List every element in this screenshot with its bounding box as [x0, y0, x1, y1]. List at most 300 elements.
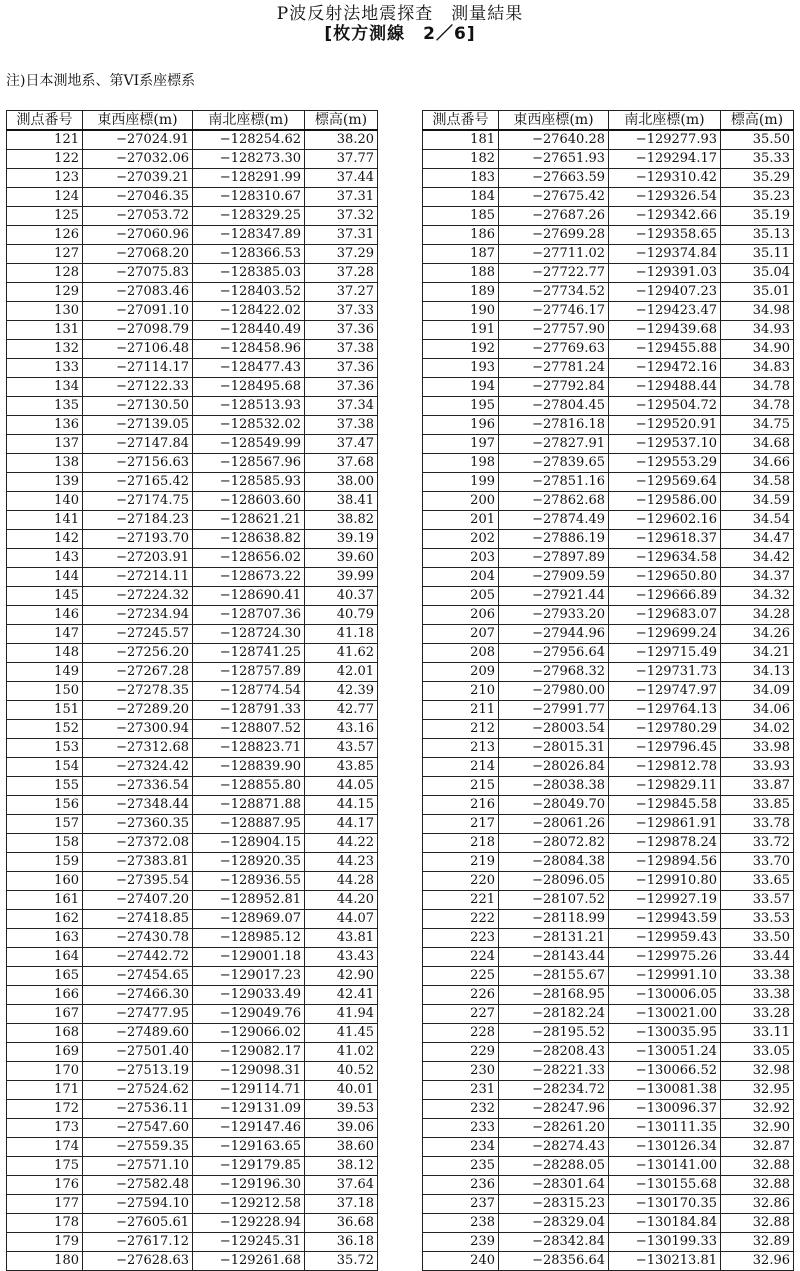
table-row — [423, 397, 794, 416]
elevation-cell: 32.87 — [721, 1138, 794, 1157]
point-number-cell: 229 — [423, 1043, 499, 1062]
east-west-cell: −27617.12 — [83, 1233, 193, 1252]
elevation-cell: 33.11 — [721, 1024, 794, 1043]
north-south-cell: −128887.95 — [193, 815, 305, 834]
north-south-cell: −129553.29 — [609, 454, 721, 473]
elevation-cell: 44.28 — [305, 872, 378, 891]
east-west-cell: −27165.42 — [83, 473, 193, 492]
point-number-cell: 202 — [423, 530, 499, 549]
east-west-cell: −27862.68 — [499, 492, 609, 511]
table-row — [7, 321, 378, 340]
table-row — [7, 910, 378, 929]
point-number-cell: 140 — [7, 492, 83, 511]
point-number-cell: 203 — [423, 549, 499, 568]
elevation-cell: 34.06 — [721, 701, 794, 720]
elevation-cell: 37.36 — [305, 378, 378, 397]
table-row — [7, 682, 378, 701]
east-west-cell: −27839.65 — [499, 454, 609, 473]
east-west-cell: −28015.31 — [499, 739, 609, 758]
table-row — [7, 492, 378, 511]
east-west-cell: −28155.67 — [499, 967, 609, 986]
north-south-cell: −128904.15 — [193, 834, 305, 853]
north-south-cell: −130170.35 — [609, 1195, 721, 1214]
point-number-cell: 184 — [423, 188, 499, 207]
point-number-cell: 182 — [423, 150, 499, 169]
table-row — [423, 625, 794, 644]
elevation-cell: 34.98 — [721, 302, 794, 321]
table-row — [7, 815, 378, 834]
point-number-cell: 125 — [7, 207, 83, 226]
east-west-cell: −28356.64 — [499, 1252, 609, 1271]
elevation-cell: 35.23 — [721, 188, 794, 207]
north-south-cell: −130155.68 — [609, 1176, 721, 1195]
table-row — [423, 1043, 794, 1062]
table-row — [7, 416, 378, 435]
point-number-cell: 187 — [423, 245, 499, 264]
table-row — [423, 1100, 794, 1119]
north-south-cell: −128403.52 — [193, 283, 305, 302]
table-row — [423, 226, 794, 245]
north-south-cell: −129472.16 — [609, 359, 721, 378]
table-row — [423, 169, 794, 188]
east-west-cell: −27360.35 — [83, 815, 193, 834]
east-west-cell: −27559.35 — [83, 1138, 193, 1157]
header-east-west: 東西座標(m) — [83, 111, 193, 131]
north-south-cell: −130066.52 — [609, 1062, 721, 1081]
point-number-cell: 171 — [7, 1081, 83, 1100]
table-row — [423, 130, 794, 150]
north-south-cell: −128458.96 — [193, 340, 305, 359]
north-south-cell: −129537.10 — [609, 435, 721, 454]
elevation-cell: 37.33 — [305, 302, 378, 321]
survey-table-right-body — [423, 130, 794, 1271]
elevation-cell: 44.07 — [305, 910, 378, 929]
point-number-cell: 146 — [7, 606, 83, 625]
east-west-cell: −28118.99 — [499, 910, 609, 929]
elevation-cell: 34.37 — [721, 568, 794, 587]
elevation-cell: 43.16 — [305, 720, 378, 739]
elevation-cell: 38.20 — [305, 130, 378, 150]
point-number-cell: 138 — [7, 454, 83, 473]
point-number-cell: 216 — [423, 796, 499, 815]
elevation-cell: 39.53 — [305, 1100, 378, 1119]
point-number-cell: 224 — [423, 948, 499, 967]
table-row — [423, 1195, 794, 1214]
elevation-cell: 35.19 — [721, 207, 794, 226]
table-row — [423, 549, 794, 568]
elevation-cell: 33.50 — [721, 929, 794, 948]
point-number-cell: 211 — [423, 701, 499, 720]
table-row — [423, 834, 794, 853]
elevation-cell: 39.06 — [305, 1119, 378, 1138]
east-west-cell: −27075.83 — [83, 264, 193, 283]
elevation-cell: 44.05 — [305, 777, 378, 796]
point-number-cell: 160 — [7, 872, 83, 891]
point-number-cell: 192 — [423, 340, 499, 359]
table-row — [7, 359, 378, 378]
north-south-cell: −128985.12 — [193, 929, 305, 948]
table-row — [7, 587, 378, 606]
east-west-cell: −27147.84 — [83, 435, 193, 454]
north-south-cell: −129520.91 — [609, 416, 721, 435]
east-west-cell: −28168.95 — [499, 986, 609, 1005]
point-number-cell: 162 — [7, 910, 83, 929]
elevation-cell: 34.90 — [721, 340, 794, 359]
east-west-cell: −27122.33 — [83, 378, 193, 397]
table-row — [7, 1081, 378, 1100]
east-west-cell: −27083.46 — [83, 283, 193, 302]
east-west-cell: −27060.96 — [83, 226, 193, 245]
table-row — [423, 321, 794, 340]
point-number-cell: 191 — [423, 321, 499, 340]
north-south-cell: −129049.76 — [193, 1005, 305, 1024]
north-south-cell: −129699.24 — [609, 625, 721, 644]
north-south-cell: −130199.33 — [609, 1233, 721, 1252]
elevation-cell: 36.18 — [305, 1233, 378, 1252]
elevation-cell: 34.68 — [721, 435, 794, 454]
east-west-cell: −28026.84 — [499, 758, 609, 777]
table-row — [423, 967, 794, 986]
east-west-cell: −27933.20 — [499, 606, 609, 625]
point-number-cell: 181 — [423, 130, 499, 150]
north-south-cell: −129894.56 — [609, 853, 721, 872]
north-south-cell: −128567.96 — [193, 454, 305, 473]
header-point-number: 測点番号 — [7, 111, 83, 131]
elevation-cell: 33.70 — [721, 853, 794, 872]
table-row — [423, 587, 794, 606]
north-south-cell: −129082.17 — [193, 1043, 305, 1062]
point-number-cell: 234 — [423, 1138, 499, 1157]
north-south-cell: −129618.37 — [609, 530, 721, 549]
elevation-cell: 42.90 — [305, 967, 378, 986]
north-south-cell: −128839.90 — [193, 758, 305, 777]
table-row — [423, 948, 794, 967]
point-number-cell: 190 — [423, 302, 499, 321]
table-row — [7, 150, 378, 169]
north-south-cell: −129845.58 — [609, 796, 721, 815]
point-number-cell: 219 — [423, 853, 499, 872]
table-row — [423, 1119, 794, 1138]
north-south-cell: −129114.71 — [193, 1081, 305, 1100]
elevation-cell: 35.29 — [721, 169, 794, 188]
elevation-cell: 37.34 — [305, 397, 378, 416]
elevation-cell: 33.44 — [721, 948, 794, 967]
point-number-cell: 174 — [7, 1138, 83, 1157]
north-south-cell: −128329.25 — [193, 207, 305, 226]
table-row — [7, 891, 378, 910]
north-south-cell: −129455.88 — [609, 340, 721, 359]
table-row — [423, 1233, 794, 1252]
north-south-cell: −128385.03 — [193, 264, 305, 283]
elevation-cell: 43.81 — [305, 929, 378, 948]
north-south-cell: −130111.35 — [609, 1119, 721, 1138]
north-south-cell: −129747.97 — [609, 682, 721, 701]
north-south-cell: −129179.85 — [193, 1157, 305, 1176]
east-west-cell: −27711.02 — [499, 245, 609, 264]
table-row — [423, 986, 794, 1005]
east-west-cell: −27980.00 — [499, 682, 609, 701]
point-number-cell: 126 — [7, 226, 83, 245]
point-number-cell: 210 — [423, 682, 499, 701]
elevation-cell: 35.01 — [721, 283, 794, 302]
table-row — [423, 891, 794, 910]
elevation-cell: 44.22 — [305, 834, 378, 853]
table-row — [423, 359, 794, 378]
point-number-cell: 156 — [7, 796, 83, 815]
east-west-cell: −28342.84 — [499, 1233, 609, 1252]
point-number-cell: 209 — [423, 663, 499, 682]
table-row — [7, 568, 378, 587]
north-south-cell: −128936.55 — [193, 872, 305, 891]
table-row — [7, 1157, 378, 1176]
elevation-cell: 33.38 — [721, 986, 794, 1005]
elevation-cell: 33.72 — [721, 834, 794, 853]
elevation-cell: 37.77 — [305, 150, 378, 169]
east-west-cell: −27430.78 — [83, 929, 193, 948]
east-west-cell: −28131.21 — [499, 929, 609, 948]
elevation-cell: 43.43 — [305, 948, 378, 967]
point-number-cell: 128 — [7, 264, 83, 283]
east-west-cell: −28315.23 — [499, 1195, 609, 1214]
north-south-cell: −128291.99 — [193, 169, 305, 188]
north-south-cell: −129131.09 — [193, 1100, 305, 1119]
east-west-cell: −27234.94 — [83, 606, 193, 625]
east-west-cell: −27675.42 — [499, 188, 609, 207]
point-number-cell: 204 — [423, 568, 499, 587]
elevation-cell: 38.82 — [305, 511, 378, 530]
east-west-cell: −27734.52 — [499, 283, 609, 302]
north-south-cell: −129358.65 — [609, 226, 721, 245]
table-row — [7, 967, 378, 986]
elevation-cell: 33.57 — [721, 891, 794, 910]
elevation-cell: 33.93 — [721, 758, 794, 777]
point-number-cell: 132 — [7, 340, 83, 359]
point-number-cell: 186 — [423, 226, 499, 245]
point-number-cell: 143 — [7, 549, 83, 568]
table-row — [423, 701, 794, 720]
table-row — [423, 1005, 794, 1024]
east-west-cell: −27968.32 — [499, 663, 609, 682]
point-number-cell: 148 — [7, 644, 83, 663]
east-west-cell: −27513.19 — [83, 1062, 193, 1081]
elevation-cell: 44.17 — [305, 815, 378, 834]
table-row — [423, 796, 794, 815]
table-row — [423, 872, 794, 891]
point-number-cell: 133 — [7, 359, 83, 378]
north-south-cell: −129829.11 — [609, 777, 721, 796]
north-south-cell: −128310.67 — [193, 188, 305, 207]
north-south-cell: −128585.93 — [193, 473, 305, 492]
north-south-cell: −128871.88 — [193, 796, 305, 815]
elevation-cell: 37.64 — [305, 1176, 378, 1195]
table-row — [423, 416, 794, 435]
point-number-cell: 215 — [423, 777, 499, 796]
north-south-cell: −128707.36 — [193, 606, 305, 625]
north-south-cell: −130035.95 — [609, 1024, 721, 1043]
table-row — [7, 663, 378, 682]
table-row — [423, 1081, 794, 1100]
north-south-cell: −128673.22 — [193, 568, 305, 587]
point-number-cell: 217 — [423, 815, 499, 834]
north-south-cell: −129569.64 — [609, 473, 721, 492]
point-number-cell: 169 — [7, 1043, 83, 1062]
point-number-cell: 130 — [7, 302, 83, 321]
north-south-cell: −128549.99 — [193, 435, 305, 454]
north-south-cell: −128823.71 — [193, 739, 305, 758]
table-row — [423, 1157, 794, 1176]
table-row — [7, 302, 378, 321]
table-row — [7, 169, 378, 188]
north-south-cell: −129147.46 — [193, 1119, 305, 1138]
point-number-cell: 183 — [423, 169, 499, 188]
table-row — [423, 1176, 794, 1195]
table-row — [423, 1062, 794, 1081]
elevation-cell: 41.45 — [305, 1024, 378, 1043]
elevation-cell: 41.02 — [305, 1043, 378, 1062]
table-row — [7, 606, 378, 625]
table-row — [7, 397, 378, 416]
point-number-cell: 131 — [7, 321, 83, 340]
north-south-cell: −129439.68 — [609, 321, 721, 340]
north-south-cell: −129812.78 — [609, 758, 721, 777]
north-south-cell: −130126.34 — [609, 1138, 721, 1157]
table-row — [7, 1233, 378, 1252]
east-west-cell: −27582.48 — [83, 1176, 193, 1195]
elevation-cell: 39.99 — [305, 568, 378, 587]
table-row — [423, 150, 794, 169]
east-west-cell: −27477.95 — [83, 1005, 193, 1024]
table-row — [7, 1138, 378, 1157]
point-number-cell: 233 — [423, 1119, 499, 1138]
table-row — [423, 245, 794, 264]
elevation-cell: 34.42 — [721, 549, 794, 568]
table-row — [423, 682, 794, 701]
east-west-cell: −27184.23 — [83, 511, 193, 530]
elevation-cell: 44.15 — [305, 796, 378, 815]
table-row — [423, 454, 794, 473]
table-row — [423, 644, 794, 663]
north-south-cell: −128791.33 — [193, 701, 305, 720]
east-west-cell: −27640.28 — [499, 130, 609, 150]
north-south-cell: −128638.82 — [193, 530, 305, 549]
point-number-cell: 218 — [423, 834, 499, 853]
table-row — [7, 283, 378, 302]
east-west-cell: −27442.72 — [83, 948, 193, 967]
north-south-cell: −128532.02 — [193, 416, 305, 435]
point-number-cell: 177 — [7, 1195, 83, 1214]
table-row — [7, 1062, 378, 1081]
survey-table-left-body — [7, 130, 378, 1271]
elevation-cell: 33.85 — [721, 796, 794, 815]
north-south-cell: −129910.80 — [609, 872, 721, 891]
elevation-cell: 42.39 — [305, 682, 378, 701]
elevation-cell: 40.01 — [305, 1081, 378, 1100]
north-south-cell: −128440.49 — [193, 321, 305, 340]
north-south-cell: −128920.35 — [193, 853, 305, 872]
point-number-cell: 214 — [423, 758, 499, 777]
north-south-cell: −128807.52 — [193, 720, 305, 739]
elevation-cell: 35.11 — [721, 245, 794, 264]
north-south-cell: −129780.29 — [609, 720, 721, 739]
east-west-cell: −27395.54 — [83, 872, 193, 891]
table-row — [423, 739, 794, 758]
table-row — [7, 340, 378, 359]
north-south-cell: −129066.02 — [193, 1024, 305, 1043]
elevation-cell: 37.18 — [305, 1195, 378, 1214]
point-number-cell: 166 — [7, 986, 83, 1005]
north-south-cell: −129245.31 — [193, 1233, 305, 1252]
north-south-cell: −129683.07 — [609, 606, 721, 625]
point-number-cell: 197 — [423, 435, 499, 454]
north-south-cell: −129991.10 — [609, 967, 721, 986]
elevation-cell: 37.28 — [305, 264, 378, 283]
elevation-cell: 37.36 — [305, 321, 378, 340]
point-number-cell: 207 — [423, 625, 499, 644]
elevation-cell: 41.94 — [305, 1005, 378, 1024]
north-south-cell: −128254.62 — [193, 130, 305, 150]
elevation-cell: 34.93 — [721, 321, 794, 340]
east-west-cell: −27921.44 — [499, 587, 609, 606]
east-west-cell: −27174.75 — [83, 492, 193, 511]
elevation-cell: 34.47 — [721, 530, 794, 549]
north-south-cell: −128757.89 — [193, 663, 305, 682]
elevation-cell: 34.66 — [721, 454, 794, 473]
east-west-cell: −27214.11 — [83, 568, 193, 587]
survey-table-left — [6, 110, 378, 1271]
header-elevation: 標高(m) — [305, 111, 378, 131]
east-west-cell: −27114.17 — [83, 359, 193, 378]
east-west-cell: −28038.38 — [499, 777, 609, 796]
north-south-cell: −130184.84 — [609, 1214, 721, 1233]
point-number-cell: 208 — [423, 644, 499, 663]
point-number-cell: 198 — [423, 454, 499, 473]
table-row — [7, 549, 378, 568]
table-row — [7, 1195, 378, 1214]
north-south-cell: −128513.93 — [193, 397, 305, 416]
elevation-cell: 33.38 — [721, 967, 794, 986]
survey-table-right — [422, 110, 794, 1271]
north-south-cell: −129374.84 — [609, 245, 721, 264]
north-south-cell: −129634.58 — [609, 549, 721, 568]
table-row — [7, 264, 378, 283]
table-row — [7, 872, 378, 891]
point-number-cell: 220 — [423, 872, 499, 891]
point-number-cell: 231 — [423, 1081, 499, 1100]
point-number-cell: 200 — [423, 492, 499, 511]
table-row — [423, 1252, 794, 1271]
elevation-cell: 41.62 — [305, 644, 378, 663]
point-number-cell: 127 — [7, 245, 83, 264]
elevation-cell: 34.78 — [721, 378, 794, 397]
header-elevation: 標高(m) — [721, 111, 794, 131]
elevation-cell: 37.44 — [305, 169, 378, 188]
table-row — [423, 1138, 794, 1157]
elevation-cell: 33.87 — [721, 777, 794, 796]
table-header-row — [423, 111, 794, 131]
elevation-cell: 32.88 — [721, 1157, 794, 1176]
east-west-cell: −27372.08 — [83, 834, 193, 853]
elevation-cell: 32.92 — [721, 1100, 794, 1119]
north-south-cell: −128495.68 — [193, 378, 305, 397]
east-west-cell: −27687.26 — [499, 207, 609, 226]
table-row — [423, 606, 794, 625]
elevation-cell: 35.04 — [721, 264, 794, 283]
point-number-cell: 195 — [423, 397, 499, 416]
table-row — [423, 815, 794, 834]
point-number-cell: 155 — [7, 777, 83, 796]
north-south-cell: −130141.00 — [609, 1157, 721, 1176]
north-south-cell: −129878.24 — [609, 834, 721, 853]
